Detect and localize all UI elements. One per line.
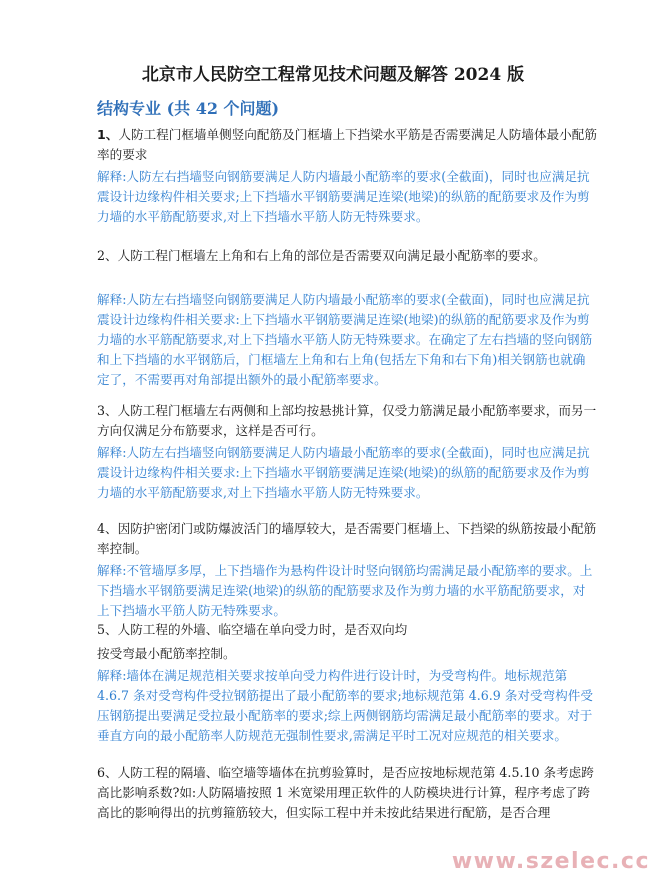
question-5-continued: 按受弯最小配筋率控制。 [97,646,236,661]
answer-4: 解释:不管墙厚多厚，上下挡墙作为悬构件设计时竖向钢筋均需满足最小配筋率的要求。上下挡墙水平钢筋要满足连梁(地梁)的纵筋的配筋要求及作为剪力墙的水平筋配筋要求，对上下挡墙水平筋人防无特殊要求。 [97,563,593,618]
answer-5: 解释:墙体在满足规范相关要求按单向受力构件进行设计时，为受弯构件。地标规范第 4.6.7 条对受弯构件受拉钢筋提出了最小配筋率的要求;地标规范第 4.6.9 条对受弯构件受压钢筋提出要满足受拉最小配筋率的要求;综上两侧钢筋均需满足最小配筋率的要求。对于垂直方向的最小配筋率人防规范无强制性要求,需满足平时工况对应规范的相关要求。 [97,668,593,743]
question-4: 4、因防护密闭门或防爆波活门的墙厚较大，是否需要门框墙上、下挡梁的纵筋按最小配筋率控制。 [97,521,597,556]
question-1-text: 人防工程门框墙单侧竖向配筋及门框墙上下挡梁水平筋是否需要满足人防墙体最小配筋率的要求 [97,127,597,162]
question-1 [97,125,597,165]
question-6: 6、人防工程的隔墙、临空墙等墙体在抗剪验算时，是否应按地标规范第 4.5.10 条考虑跨高比影响系数?如:人防隔墙按照 1 米宽梁用理正软件的人防模块进行计算，程序考虑了跨高比的影响得出的抗剪箍筋较大，但实际工程中并未按此结果进行配筋，是否合理 [97,765,594,820]
answer-1: 解释:人防左右挡墙竖向钢筋要满足人防内墙最小配筋率的要求(全截面)，同时也应满足抗震设计边缘构件相关要求;上下挡墙水平钢筋要满足连梁(地梁)的纵筋的配筋要求及作为剪力墙的水平筋配筋要求,对上下挡墙水平筋人防无特殊要求。 [97,169,590,224]
page-title: 北京市人民防空工程常见技术问题及解答 2024 版 [141,65,525,85]
question-2: 2、人防工程门框墙左上角和右上角的部位是否需要双向满足最小配筋率的要求。 [97,248,546,263]
question-3: 3、人防工程门框墙左右两侧和上部均按悬挑计算，仅受力筋满足最小配筋率要求，而另一方向仅满足分布筋要求，这样是否可行。 [97,403,597,438]
answer-3: 解释:人防左右挡墙竖向钢筋要满足人防内墙最小配筋率的要求(全截面)，同时也应满足抗震设计边缘构件相关要求:上下挡墙水平钢筋要满足连梁(地梁)的纵筋的配筋要求及作为剪力墙的水平筋配筋要求,对上下挡墙水平筋人防无特殊要求。 [97,445,590,500]
answer-2: 解释:人防左右挡墙竖向钢筋要满足人防内墙最小配筋率的要求(全截面)，同时也应满足抗震设计边缘构件相关要求:上下挡墙水平钢筋要满足连梁(地梁)的纵筋的配筋要求及作为剪力墙的水平筋配筋要求,对上下挡墙水平筋人防无特殊要求。在确定了左右挡墙的竖向钢筋和上下挡墙的水平钢筋后，门框墙左上角和右上角(包括左下角和右下角)相关钢筋也就确定了，不需要再对角部提出额外的最小配筋率要求。 [97,292,593,387]
question-1-number: 1、 [97,127,119,142]
site-watermark: www.szelec.cc [451,849,650,874]
section-heading: 结构专业 (共 42 个问题) [97,99,280,118]
question-5: 5、人防工程的外墙、临空墙在单向受力时，是否双向均 [97,622,408,637]
